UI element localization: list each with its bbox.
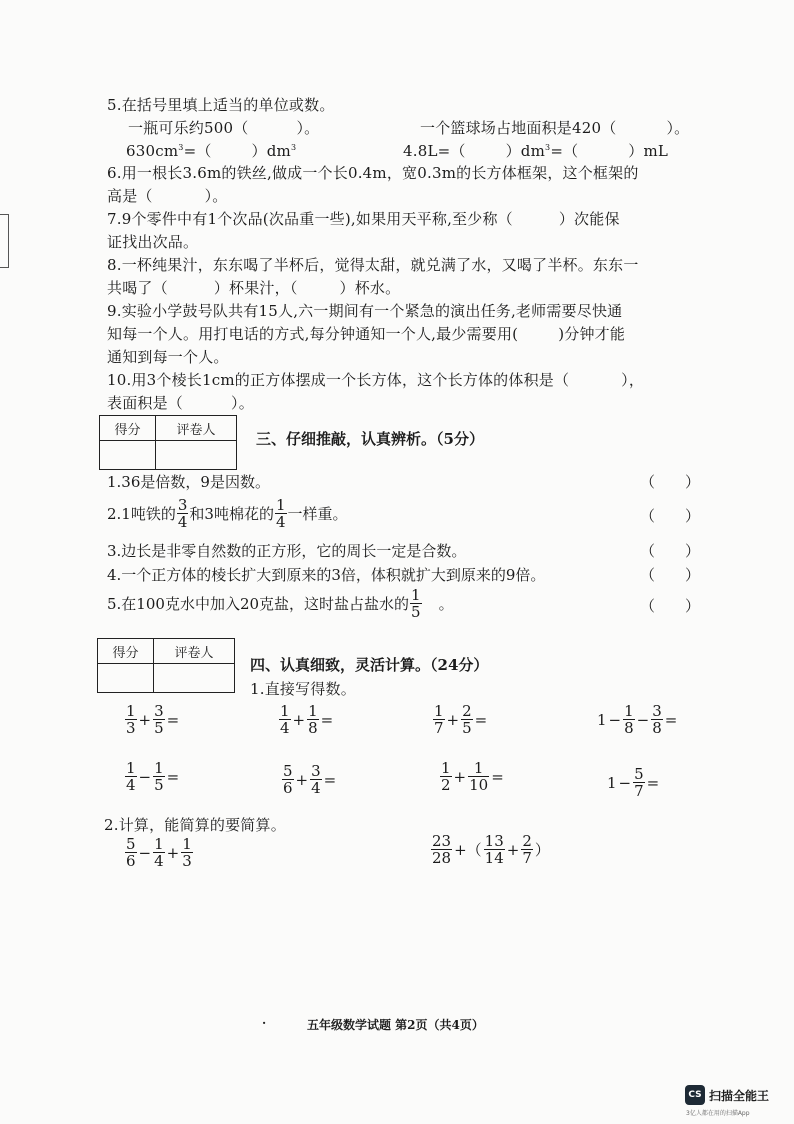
grader-cell[interactable] bbox=[155, 441, 236, 470]
score-cell[interactable] bbox=[98, 664, 154, 693]
q10-line1: 10.用3个棱长1cm的正方体摆成一个长方体，这个长方体的体积是（ ）， bbox=[107, 371, 645, 389]
judge-4: 4.一个正方体的棱长扩大到原来的3倍，体积就扩大到原来的9倍。 bbox=[107, 566, 546, 584]
judge-1-paren[interactable]: （ ） bbox=[640, 473, 701, 491]
judge-5-paren[interactable]: （ ） bbox=[640, 597, 701, 615]
q5-line-a: 一瓶可乐约500（ ）。 bbox=[128, 119, 320, 137]
judge-5: 5.在100克水中加入20克盐，这时盐占盐水的 $\frac{1}{5}$ 。 bbox=[107, 586, 454, 621]
sec3-heading: 三、仔细推敲，认真辨析。（5分） bbox=[256, 430, 484, 448]
q9-line3: 通知到每一个人。 bbox=[107, 348, 229, 366]
q10-line2: 表面积是（ ）。 bbox=[107, 394, 254, 412]
sec4-sub2: 2.计算，能简算的要简算。 bbox=[104, 816, 286, 834]
score-table-sec3 bbox=[99, 415, 237, 470]
q9-line2: 知每一个人。用打电话的方式,每分钟通知一个人,最少需要用( )分钟才能 bbox=[107, 325, 626, 343]
fraction: $\frac{3}{4}$ bbox=[177, 496, 188, 531]
score-label: 得分 bbox=[100, 416, 156, 441]
grader-cell[interactable] bbox=[153, 664, 234, 693]
calc-r1-3: $\frac{1}{7}$ + $\frac{2}{5}$ = bbox=[434, 702, 488, 737]
sec4-sub1: 1.直接写得数。 bbox=[250, 680, 356, 698]
judge-2: 2.1吨铁的 $\frac{3}{4}$ 和3吨棉花的 $\frac{1}{4}$ 一样重。 bbox=[107, 496, 348, 531]
q5-line-b: $630cm^3=$（ ）$dm^3$ bbox=[126, 142, 297, 160]
judge-4-paren[interactable]: （ ） bbox=[640, 566, 701, 584]
q7-line1: 7.9个零件中有1个次品(次品重一些),如果用天平称,至少称（ ）次能保 bbox=[107, 210, 620, 228]
q7-line2: 证找出次品。 bbox=[107, 233, 199, 251]
score-table-sec4 bbox=[97, 638, 235, 693]
calc-simplify-1: $\frac{5}{6}$ − $\frac{1}{4}$ + $\frac{1}{3}$ bbox=[126, 835, 192, 870]
calc-simplify-2: $\frac{23}{28}$ +（ $\frac{13}{14}$ + $\frac{2}{7}$ ） bbox=[432, 832, 550, 867]
q6-line1: 6.用一根长3.6m的铁丝,做成一个长0.4m，宽0.3m的长方体框架，这个框架的 bbox=[107, 164, 639, 182]
page-footer: 五年级数学试题 第2页（共4页） bbox=[307, 1018, 484, 1032]
camscanner-name: 扫描全能王 bbox=[709, 1089, 770, 1103]
q9-line1: 9.实验小学鼓号队共有15人,六一期间有一个紧急的演出任务,老师需要尽快通 bbox=[107, 302, 623, 320]
calc-r2-4: 1 − $\frac{5}{7}$ = bbox=[607, 765, 660, 800]
calc-r2-3: $\frac{1}{2}$ + $\frac{1}{10}$ = bbox=[441, 759, 504, 794]
judge-3: 3.边长是非零自然数的正方形，它的周长一定是合数。 bbox=[107, 542, 467, 560]
judge-1: 1.36是倍数，9是因数。 bbox=[107, 473, 270, 491]
calc-r2-1: $\frac{1}{4}$ − $\frac{1}{5}$ = bbox=[126, 759, 180, 794]
calc-r2-2: $\frac{5}{6}$ + $\frac{3}{4}$ = bbox=[283, 762, 337, 797]
judge-3-paren[interactable]: （ ） bbox=[640, 542, 701, 560]
calc-r1-1: $\frac{1}{3}$ + $\frac{3}{5}$ = bbox=[126, 702, 180, 737]
camscanner-tagline: 3亿人都在用的扫描App bbox=[686, 1110, 750, 1117]
calc-r1-4: 1 − $\frac{1}{8}$ − $\frac{3}{8}$ = bbox=[597, 702, 678, 737]
fraction: $\frac{1}{5}$ bbox=[411, 586, 421, 621]
score-cell[interactable] bbox=[100, 441, 156, 470]
judge-2-paren[interactable]: （ ） bbox=[640, 507, 701, 525]
q5-title: 5.在括号里填上适当的单位或数。 bbox=[107, 96, 335, 114]
sec4-heading: 四、认真细致，灵活计算。（24分） bbox=[250, 656, 489, 674]
fraction: $\frac{1}{4}$ bbox=[275, 496, 286, 531]
grader-label: 评卷人 bbox=[153, 639, 234, 664]
camscanner-logo-icon: CS bbox=[685, 1085, 705, 1105]
q5-line-b2: 4.8L=（ ）$dm^3=$（ ）mL bbox=[403, 142, 669, 160]
calc-r1-2: $\frac{1}{4}$ + $\frac{1}{8}$ = bbox=[280, 702, 334, 737]
score-label: 得分 bbox=[98, 639, 154, 664]
footer-dot: · bbox=[262, 1016, 267, 1030]
q5-line-a2: 一个篮球场占地面积是420（ ）。 bbox=[420, 119, 690, 137]
q6-line2: 高是（ ）。 bbox=[107, 187, 228, 205]
grader-label: 评卷人 bbox=[155, 416, 236, 441]
q8-line1: 8.一杯纯果汁，东东喝了半杯后，觉得太甜，就兑满了水，又喝了半杯。东东一 bbox=[107, 256, 639, 274]
binding-edge-mark bbox=[0, 214, 9, 268]
q8-line2: 共喝了（ ）杯果汁，（ ）杯水。 bbox=[107, 279, 401, 297]
